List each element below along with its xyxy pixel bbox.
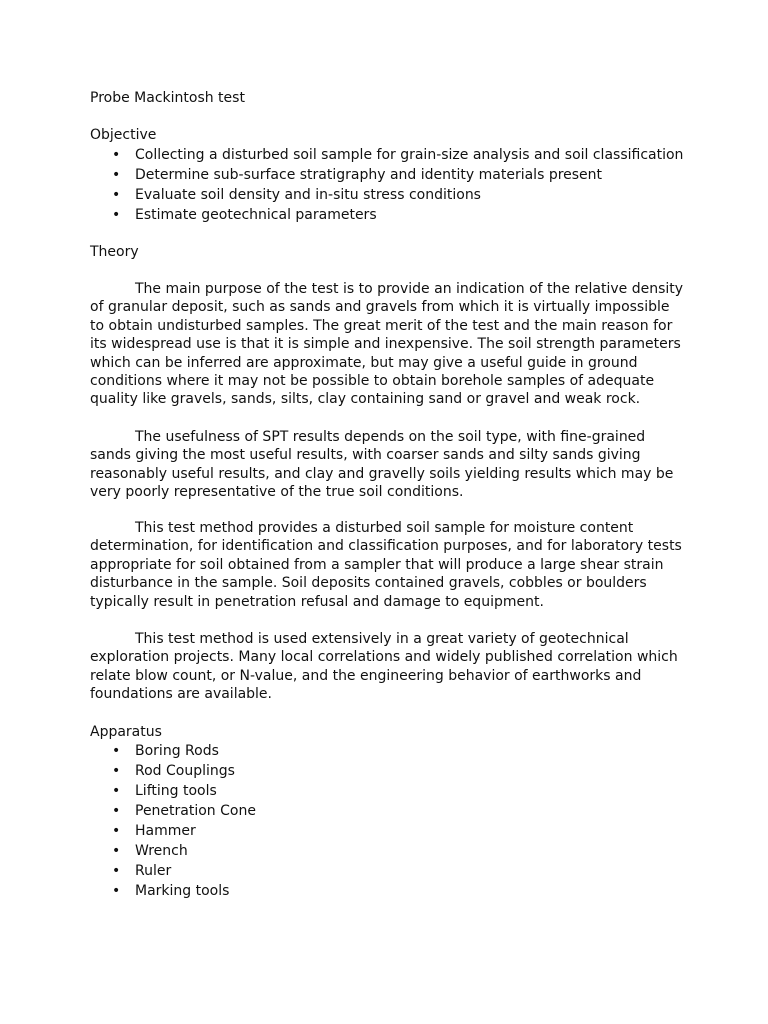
list-item xyxy=(0,782,768,802)
list-item-text: Estimate geotechnical parameters xyxy=(135,207,377,223)
bullet-icon: • xyxy=(112,207,121,223)
list-item-text: Boring Rods xyxy=(135,743,219,759)
paragraph-line: to obtain undisturbed samples. The great merit of the test and the main reason for xyxy=(90,317,673,334)
bullet-icon: • xyxy=(112,743,121,759)
list-item xyxy=(0,742,768,762)
objective-heading: Objective xyxy=(90,127,157,143)
paragraph-line: its widespread use is that it is simple and inexpensive. The soil strength parameters xyxy=(90,336,681,353)
paragraph-line: This test method provides a disturbed soil sample for moisture content xyxy=(135,520,634,536)
bullet-icon: • xyxy=(112,843,121,859)
paragraph-line: reasonably useful results, and clay and gravelly soils yielding results which may be xyxy=(90,465,674,482)
bullet-icon: • xyxy=(112,803,121,819)
list-item-text: Collecting a disturbed soil sample for grain-size analysis and soil classification xyxy=(135,147,684,163)
list-item xyxy=(0,762,768,782)
list-item-text: Penetration Cone xyxy=(135,803,256,819)
list-item xyxy=(0,862,768,882)
list-item-text: Determine sub-surface stratigraphy and identity materials present xyxy=(135,167,603,183)
list-item xyxy=(0,166,768,186)
list-item xyxy=(0,146,768,166)
bullet-icon: • xyxy=(112,783,121,799)
paragraph-line: This test method is used extensively in a great variety of geotechnical xyxy=(135,631,629,647)
paragraph-line: appropriate for soil obtained from a sampler that will produce a large shear strain xyxy=(90,556,664,573)
paragraph-line: typically result in penetration refusal and damage to equipment. xyxy=(90,593,544,610)
theory-paragraph-1 xyxy=(90,280,690,409)
paragraph-line: The main purpose of the test is to provide an indication of the relative density xyxy=(135,281,684,297)
paragraph-line: conditions where it may not be possible to obtain borehole samples of adequate xyxy=(90,372,655,389)
paragraph-line: very poorly representative of the true soil conditions. xyxy=(90,484,464,501)
objective-list xyxy=(0,146,768,226)
paragraph-line: exploration projects. Many local correlations and widely published correlation which xyxy=(90,649,678,666)
list-item-text: Rod Couplings xyxy=(135,763,235,779)
theory-paragraph-3 xyxy=(90,519,690,611)
paragraph-line: determination, for identification and classification purposes, and for laboratory tests xyxy=(90,538,682,555)
bullet-icon: • xyxy=(112,863,121,879)
bullet-icon: • xyxy=(112,167,121,183)
list-item-text: Wrench xyxy=(135,843,188,859)
list-item xyxy=(0,882,768,902)
list-item-text: Hammer xyxy=(135,823,196,839)
list-item-text: Lifting tools xyxy=(135,783,217,799)
list-item-text: Ruler xyxy=(135,863,172,879)
theory-paragraph-4 xyxy=(90,630,690,704)
theory-paragraph-2 xyxy=(90,428,690,502)
paragraph-line: relate blow count, or N-value, and the engineering behavior of earthworks and xyxy=(90,667,642,684)
document-title: Probe Mackintosh test xyxy=(90,90,245,106)
paragraph-line: disturbance in the sample. Soil deposits contained gravels, cobbles or boulders xyxy=(90,575,647,592)
bullet-icon: • xyxy=(112,187,121,203)
list-item-text: Marking tools xyxy=(135,883,230,899)
bullet-icon: • xyxy=(112,823,121,839)
paragraph-line: which can be inferred are approximate, but may give a useful guide in ground xyxy=(90,354,638,371)
paragraph-line: of granular deposit, such as sands and gravels from which it is virtually impossible xyxy=(90,299,670,316)
apparatus-heading: Apparatus xyxy=(90,724,162,740)
paragraph-line: foundations are available. xyxy=(90,686,272,703)
list-item xyxy=(0,822,768,842)
theory-heading: Theory xyxy=(90,244,139,260)
list-item xyxy=(0,842,768,862)
list-item xyxy=(0,802,768,822)
paragraph-line: The usefulness of SPT results depends on the soil type, with fine-grained xyxy=(135,429,646,445)
list-item xyxy=(0,206,768,226)
list-item-text: Evaluate soil density and in-situ stress conditions xyxy=(135,187,481,203)
bullet-icon: • xyxy=(112,883,121,899)
bullet-icon: • xyxy=(112,763,121,779)
bullet-icon: • xyxy=(112,147,121,163)
paragraph-line: quality like gravels, sands, silts, clay containing sand or gravel and weak rock. xyxy=(90,391,641,408)
apparatus-list xyxy=(0,742,768,902)
paragraph-line: sands giving the most useful results, with coarser sands and silty sands giving xyxy=(90,447,641,464)
list-item xyxy=(0,186,768,206)
